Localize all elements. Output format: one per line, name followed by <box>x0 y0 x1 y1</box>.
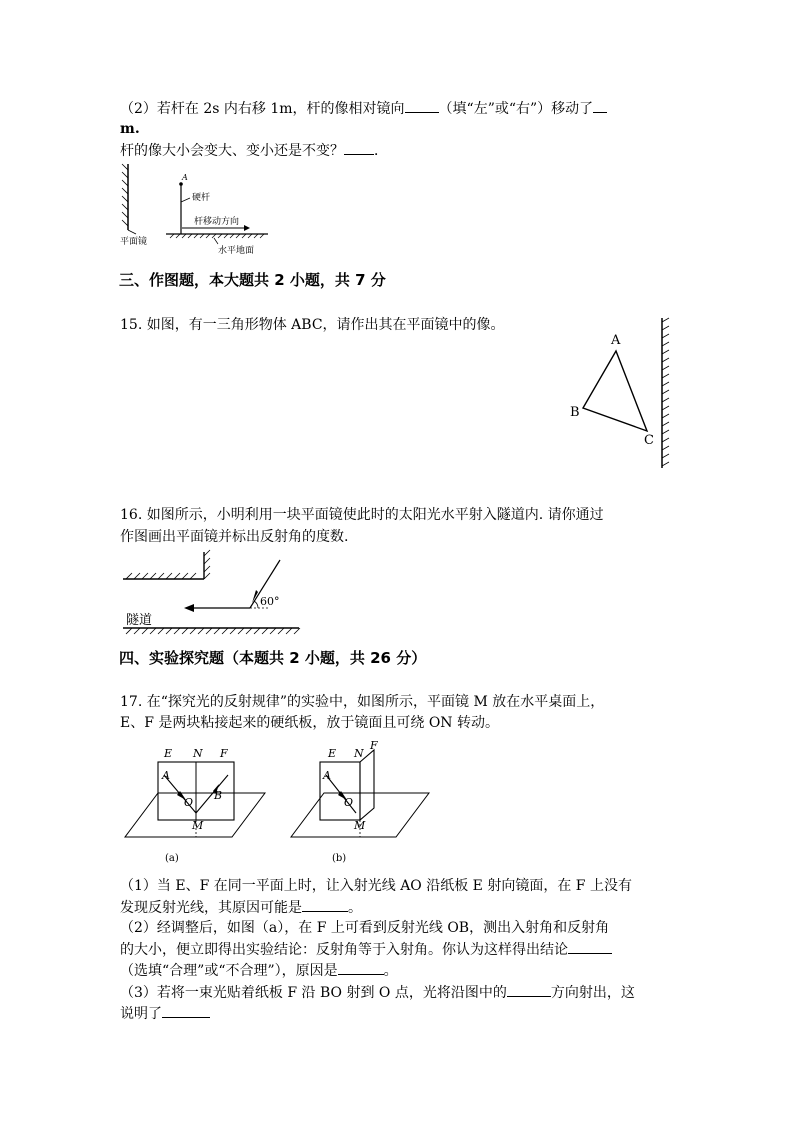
q17-p2-line3: （选填“合理”或“不合理”），原因是 。 <box>120 960 398 981</box>
vertex-a-label: A <box>611 333 621 348</box>
angle-label: 60° <box>260 595 280 608</box>
answer-blank[interactable] <box>405 98 439 113</box>
q14-figure <box>118 162 288 258</box>
label-o: O <box>184 796 194 809</box>
answer-blank[interactable] <box>344 140 374 155</box>
label-a: A <box>162 769 170 782</box>
label-o: O <box>344 796 354 809</box>
move-direction-label: 杆移动方向 <box>194 217 240 227</box>
q15-text: 15. 如图，有一三角形物体 ABC，请作出其在平面镜中的像。 <box>120 317 505 333</box>
rod-label: 硬杆 <box>192 193 211 203</box>
caption-b: (b) <box>332 853 347 864</box>
q14-part2-line2: m. <box>120 121 140 137</box>
answer-blank[interactable] <box>338 960 384 975</box>
section3-title: 三、作图题，本大题共 2 小题，共 7 分 <box>119 271 386 289</box>
triangle-abc <box>583 351 647 431</box>
q15-figure <box>565 316 675 471</box>
q16-line2: 作图画出平面镜并标出反射角的度数. <box>120 529 349 545</box>
q17-p3-line2: 说明了 <box>120 1003 210 1024</box>
ground-label: 水平地面 <box>218 246 255 256</box>
q17-figure-b <box>286 739 436 870</box>
section4-title: 四、实验探究题（本题共 2 小题，共 26 分） <box>119 649 427 667</box>
mirror-label: 平面镜 <box>120 237 148 247</box>
q17-p3-line1: （3）若将一束光贴着纸板 F 沿 BO 射到 O 点，光将沿图中的 方向射出，这 <box>120 982 635 1003</box>
label-b: B <box>214 789 223 802</box>
label-n: N <box>193 747 203 760</box>
q14-part2-line3: 杆的像大小会变大、变小还是不变？ ． <box>120 140 388 161</box>
answer-blank[interactable] <box>162 1003 210 1018</box>
label-m: M <box>354 819 366 832</box>
rod-top-label: A <box>182 173 188 182</box>
q17-p2-line2: 的大小，便立即得出实验结论：反射角等于入射角。你认为这样得出结论 <box>120 939 612 960</box>
q17-figure-a <box>120 745 270 870</box>
label-f: F <box>220 747 228 760</box>
answer-blank[interactable] <box>507 982 551 997</box>
label-a: A <box>323 769 331 782</box>
q17-line2: E、F 是两块粘接起来的硬纸板，放于镜面且可绕 ON 转动。 <box>120 715 500 731</box>
caption-a: (a) <box>165 853 179 864</box>
label-e: E <box>164 747 173 760</box>
q16-figure <box>120 552 302 644</box>
tunnel-label: 隧道 <box>126 613 153 628</box>
answer-blank[interactable] <box>568 939 612 954</box>
answer-blank[interactable] <box>302 897 348 912</box>
vertex-b-label: B <box>570 405 580 420</box>
label-m: M <box>192 819 204 832</box>
label-f: F <box>370 739 378 752</box>
vertex-c-label: C <box>644 433 654 448</box>
q14-part2-line1: （2）若杆在 2s 内右移 1m，杆的像相对镜向 （填“左”或“右”）移动了 <box>120 98 607 119</box>
answer-blank[interactable] <box>593 98 607 113</box>
q17-p2-line1: （2）经调整后，如图（a），在 F 上可看到反射光线 OB，测出入射角和反射角 <box>120 920 610 936</box>
q17-line1: 17. 在“探究光的反射规律”的实验中，如图所示，平面镜 M 放在水平桌面上， <box>120 694 605 710</box>
label-e: E <box>328 747 337 760</box>
q17-p1-line2: 发现反射光线，其原因可能是 。 <box>120 897 362 918</box>
q16-line1: 16. 如图所示，小明利用一块平面镜使此时的太阳光水平射入隧道内. 请你通过 <box>120 507 604 523</box>
label-n: N <box>354 747 364 760</box>
q17-p1-line1: （1）当 E、F 在同一平面上时，让入射光线 AO 沿纸板 E 射向镜面，在 F 上没有 <box>120 878 632 894</box>
